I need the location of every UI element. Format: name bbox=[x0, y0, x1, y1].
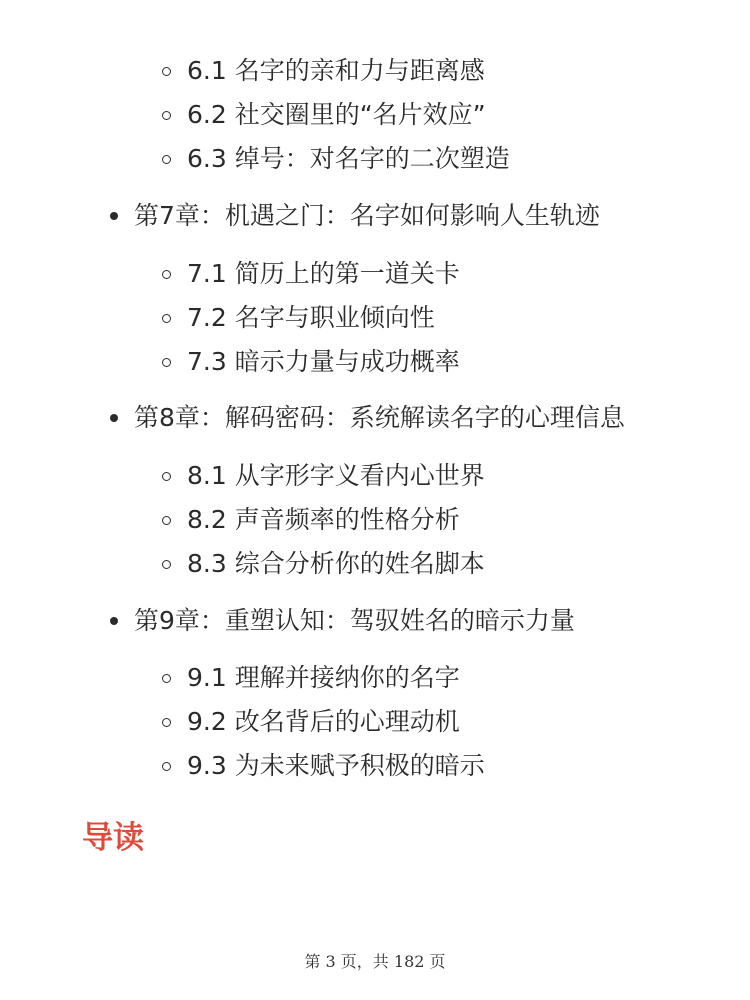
toc-chapter-8[interactable] bbox=[110, 398, 625, 438]
circle-bullet-icon bbox=[162, 472, 171, 481]
toc-section-9-2[interactable] bbox=[162, 702, 460, 742]
toc-section-8-1[interactable] bbox=[162, 456, 485, 496]
toc-section-6-2[interactable] bbox=[162, 95, 486, 135]
toc-section-7-3[interactable] bbox=[162, 342, 460, 382]
circle-bullet-icon bbox=[162, 270, 171, 279]
toc-section-label: 7.1 简历上的第一道关卡 bbox=[187, 259, 460, 288]
toc-section-6-3[interactable] bbox=[162, 139, 510, 179]
toc-section-label: 7.3 暗示力量与成功概率 bbox=[187, 347, 460, 376]
toc-section-7-1[interactable] bbox=[162, 254, 460, 294]
circle-bullet-icon bbox=[162, 155, 171, 164]
toc-section-7-2[interactable] bbox=[162, 298, 435, 338]
circle-bullet-icon bbox=[162, 314, 171, 323]
circle-bullet-icon bbox=[162, 516, 171, 525]
toc-section-label: 8.3 综合分析你的姓名脚本 bbox=[187, 549, 485, 578]
toc-section-label: 6.1 名字的亲和力与距离感 bbox=[187, 56, 485, 85]
disc-bullet-icon bbox=[110, 212, 118, 220]
circle-bullet-icon bbox=[162, 358, 171, 367]
toc-section-label: 9.3 为未来赋予积极的暗示 bbox=[187, 751, 485, 780]
toc-chapter-label: 第8章：解码密码：系统解读名字的心理信息 bbox=[134, 403, 625, 432]
toc-chapter-7[interactable] bbox=[110, 196, 600, 236]
toc-section-9-3[interactable] bbox=[162, 746, 485, 786]
toc-section-label: 8.2 声音频率的性格分析 bbox=[187, 505, 460, 534]
toc-section-8-2[interactable] bbox=[162, 500, 460, 540]
toc-section-6-1[interactable] bbox=[162, 51, 485, 91]
page-number-footer: 第 3 页，共 182 页 bbox=[304, 952, 446, 971]
circle-bullet-icon bbox=[162, 67, 171, 76]
disc-bullet-icon bbox=[110, 617, 118, 625]
toc-section-label: 8.1 从字形字义看内心世界 bbox=[187, 461, 485, 490]
toc-chapter-label: 第7章：机遇之门：名字如何影响人生轨迹 bbox=[134, 201, 600, 230]
circle-bullet-icon bbox=[162, 560, 171, 569]
circle-bullet-icon bbox=[162, 718, 171, 727]
disc-bullet-icon bbox=[110, 414, 118, 422]
toc-chapter-label: 第9章：重塑认知：驾驭姓名的暗示力量 bbox=[134, 606, 575, 635]
toc-section-label: 6.3 绰号：对名字的二次塑造 bbox=[187, 144, 510, 173]
toc-section-9-1[interactable] bbox=[162, 658, 460, 698]
toc-section-8-3[interactable] bbox=[162, 544, 485, 584]
circle-bullet-icon bbox=[162, 674, 171, 683]
toc-section-label: 6.2 社交圈里的“名片效应” bbox=[187, 100, 486, 129]
toc-section-label: 9.1 理解并接纳你的名字 bbox=[187, 663, 460, 692]
circle-bullet-icon bbox=[162, 762, 171, 771]
toc-chapter-9[interactable] bbox=[110, 601, 575, 641]
circle-bullet-icon bbox=[162, 111, 171, 120]
toc-section-label: 7.2 名字与职业倾向性 bbox=[187, 303, 435, 332]
section-heading: 导读 bbox=[82, 820, 144, 856]
toc-section-label: 9.2 改名背后的心理动机 bbox=[187, 707, 460, 736]
